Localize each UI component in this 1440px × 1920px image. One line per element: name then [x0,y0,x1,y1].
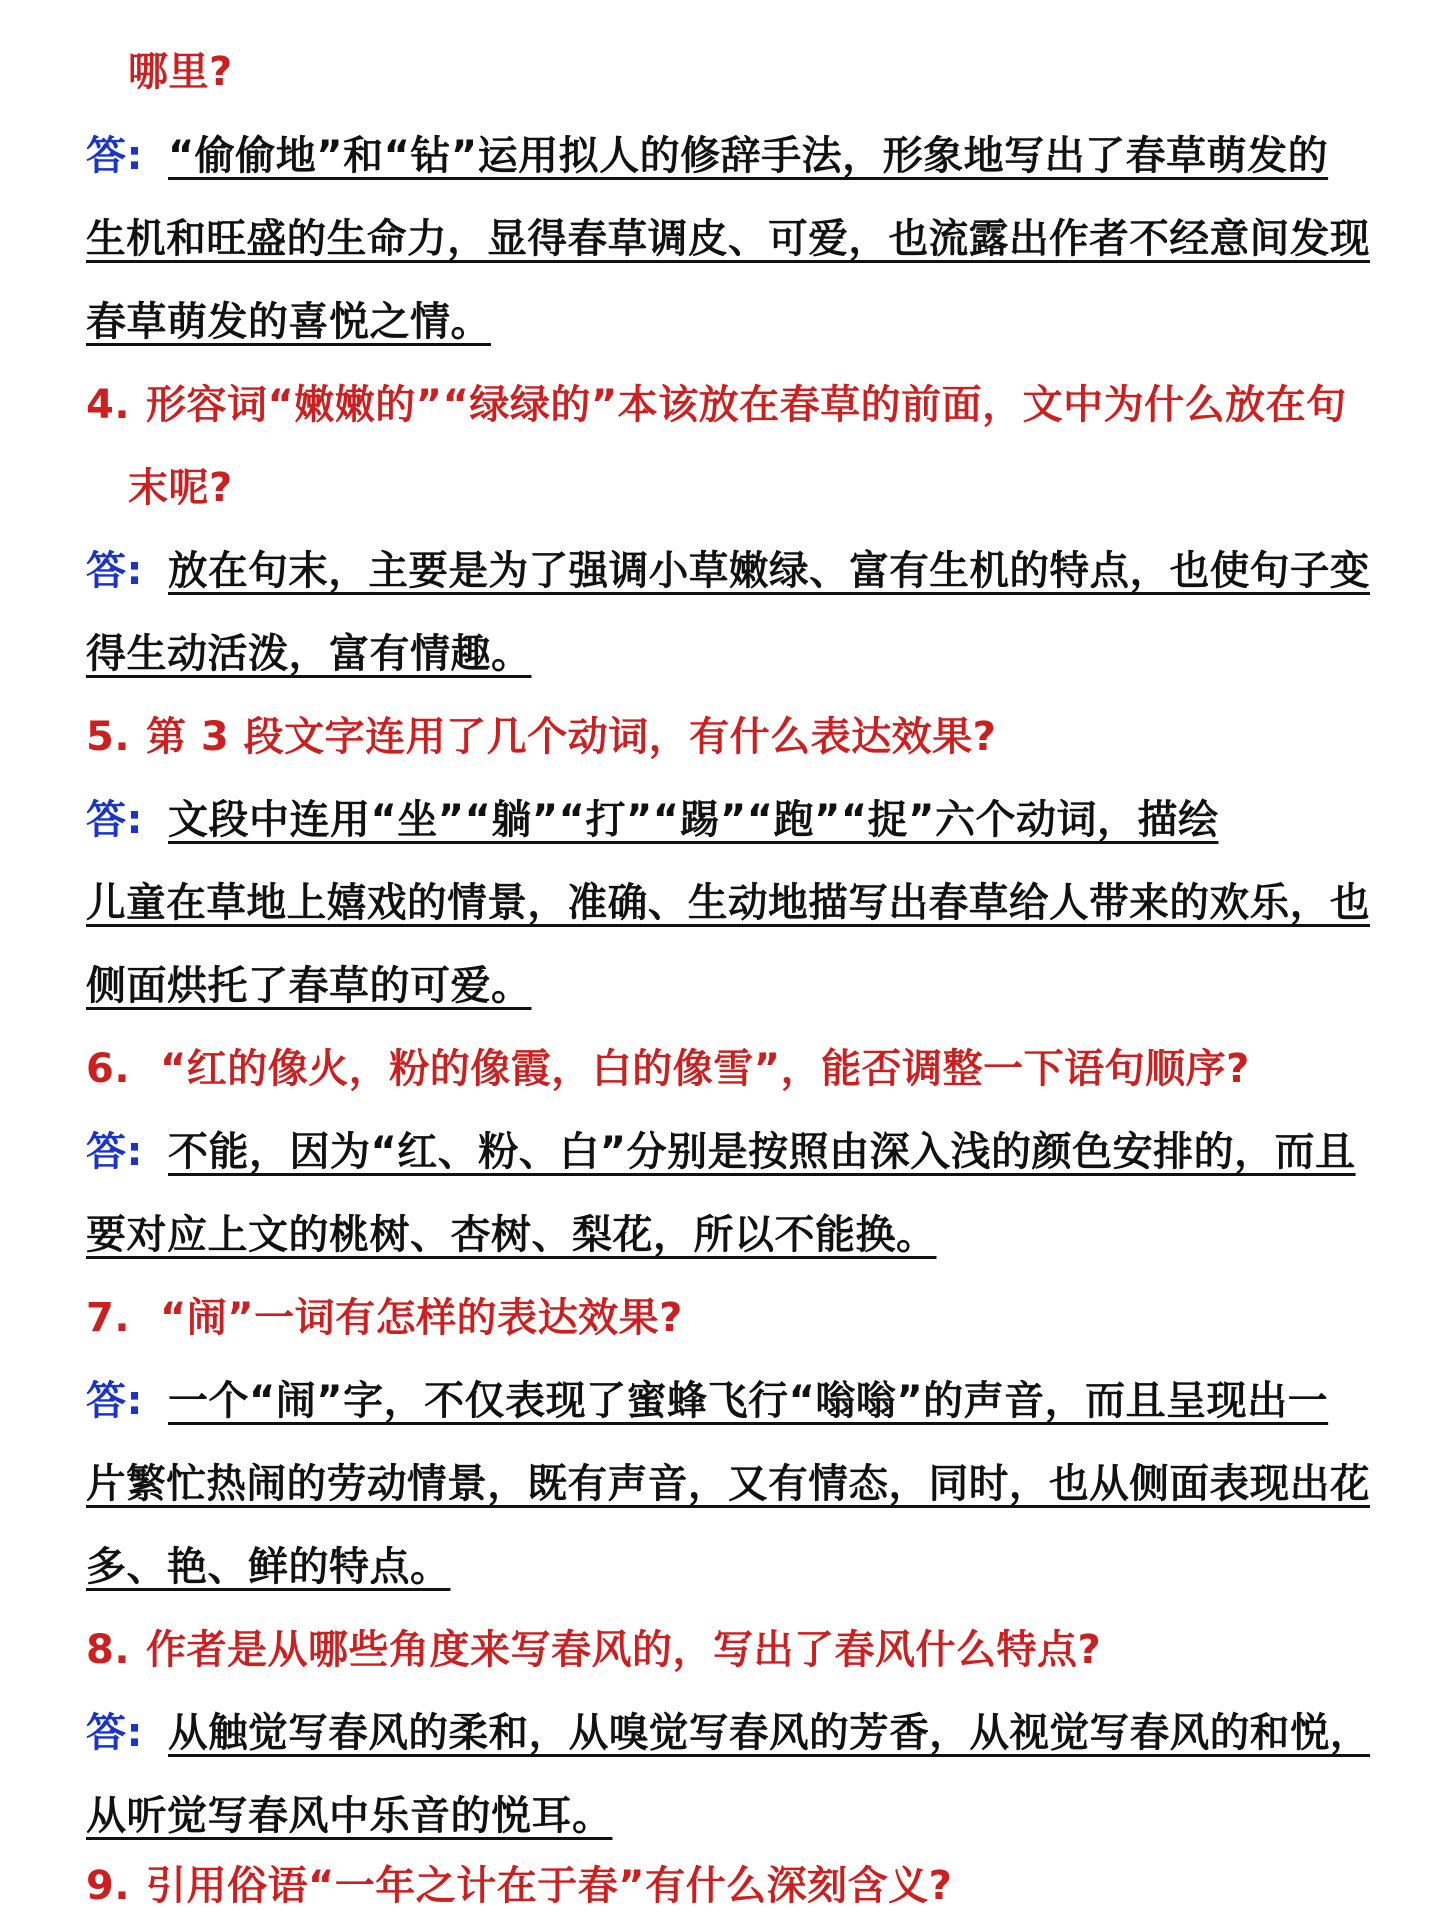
question-text: “闹”一词有怎样的表达效果? [160,1295,683,1341]
question-number: 9. [86,1863,131,1909]
answer-line: 不能，因为“红、粉、白”分别是按照由深入浅的颜色安排的，而且 [168,1129,1356,1175]
question-text: “红的像火，粉的像霞，白的像雪”，能否调整一下语句顺序? [160,1046,1250,1092]
answer-line: 侧面烘托了春草的可爱。 [86,963,532,1009]
answer-line: 多、艳、鲜的特点。 [86,1544,451,1590]
question-number: 6. [86,1046,131,1092]
answer-line: 从听觉写春风中乐音的悦耳。 [86,1793,613,1839]
answer-line: 从触觉写春风的柔和，从嗅觉写春风的芳香，从视觉写春风的和悦， [168,1710,1370,1756]
question-number: 8. [86,1627,131,1673]
answer-line: 要对应上文的桃树、杏树、梨花，所以不能换。 [86,1212,937,1258]
answer-label: 答: [86,548,143,594]
question-text: 第 3 段文字连用了几个动词，有什么表达效果? [146,714,997,760]
answer-line: 一个“闹”字，不仅表现了蜜蜂飞行“嗡嗡”的声音，而且呈现出一 [168,1378,1329,1424]
answer-label: 答: [86,1378,143,1424]
answer-label: 答: [86,1710,143,1756]
answer-line: 儿童在草地上嬉戏的情景，准确、生动地描写出春草给人带来的欢乐，也 [86,880,1370,926]
answer-line: 放在句末，主要是为了强调小草嫩绿、富有生机的特点，也使句子变 [168,548,1370,594]
answer-line: 文段中连用“坐”“躺”“打”“踢”“跑”“捉”六个动词，描绘 [168,797,1219,843]
question-continuation: 哪里? [128,49,233,95]
question-number: 4. [86,382,131,428]
question-text: 末呢? [128,465,233,511]
answer-line: 片繁忙热闹的劳动情景，既有声音，又有情态，同时，也从侧面表现出花 [86,1461,1370,1507]
question-number: 5. [86,714,131,760]
question-number: 7. [86,1295,131,1341]
question-text: 引用俗语“一年之计在于春”有什么深刻含义? [146,1863,953,1909]
answer-label: 答: [86,133,143,179]
question-text: 作者是从哪些角度来写春风的，写出了春风什么特点? [146,1627,1102,1673]
answer-label: 答: [86,797,143,843]
answer-line: 得生动活泼，富有情趣。 [86,631,532,677]
answer-label: 答: [86,1129,143,1175]
answer-line: “偷偷地”和“钻”运用拟人的修辞手法，形象地写出了春草萌发的 [168,133,1329,179]
question-text: 形容词“嫩嫩的”“绿绿的”本该放在春草的前面，文中为什么放在句 [146,382,1347,428]
answer-line: 生机和旺盛的生命力，显得春草调皮、可爱，也流露出作者不经意间发现 [86,216,1370,262]
answer-line: 春草萌发的喜悦之情。 [86,299,491,345]
